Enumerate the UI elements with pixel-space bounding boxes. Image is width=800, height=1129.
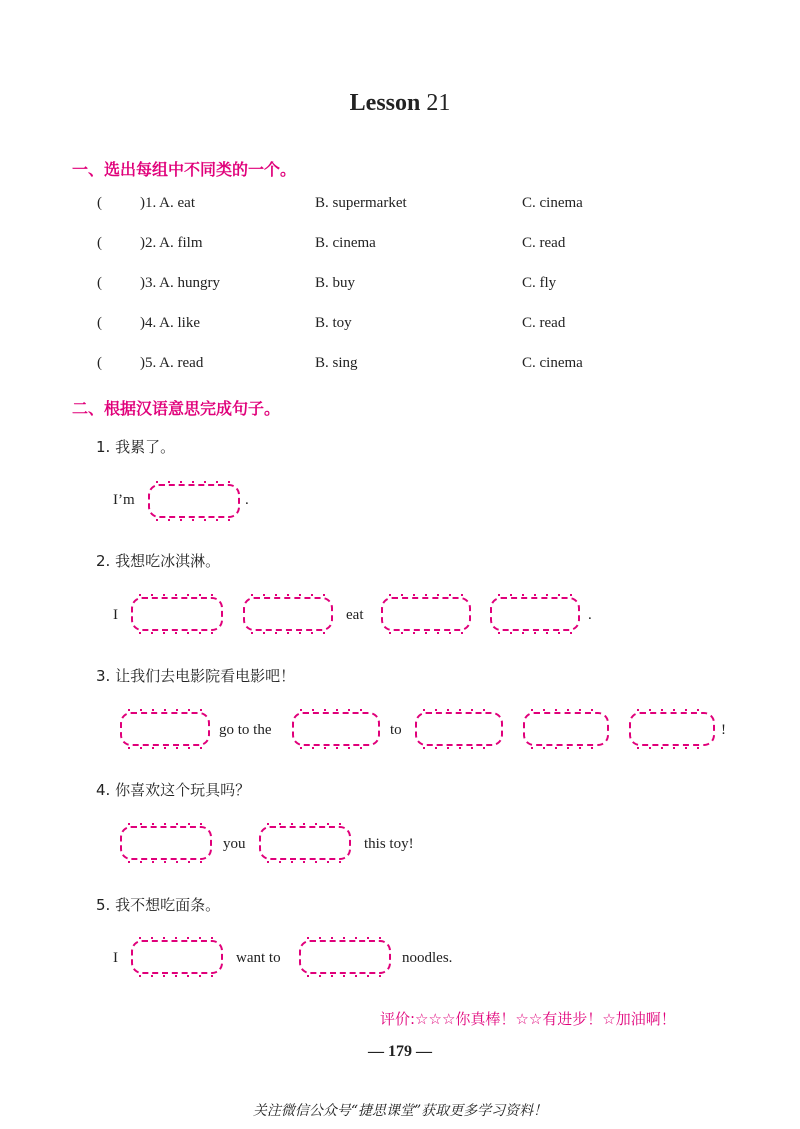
- answer-paren-right: ): [140, 195, 145, 211]
- section2-heading: 二、根据汉语意思完成句子。: [72, 399, 281, 418]
- q5-word-2: want to: [236, 950, 281, 966]
- option-b: B. buy: [315, 275, 356, 291]
- q3-word-1: go to the: [219, 722, 272, 738]
- option-c: C. cinema: [522, 195, 583, 211]
- q1-answer-box-1[interactable]: [148, 484, 240, 518]
- question-5-prompt: 5. 我不想吃面条。: [96, 896, 221, 914]
- q2-word-2: eat: [346, 607, 364, 623]
- q4-answer-box-2[interactable]: [259, 826, 351, 860]
- q2-answer-box-2[interactable]: [243, 597, 333, 631]
- question-3-prompt: 3. 让我们去电影院看电影吧！: [96, 667, 296, 685]
- question-2-prompt: 2. 我想吃冰淇淋。: [96, 552, 221, 570]
- option-a: 5. A. read: [145, 355, 204, 371]
- q3-answer-box-2[interactable]: [292, 712, 380, 746]
- q3-exclamation: !: [721, 722, 726, 738]
- answer-paren-right: ): [140, 235, 145, 251]
- footer-note: 关注微信公众号“捷思课堂”获取更多学习资料！: [252, 1103, 548, 1119]
- q4-word-1: you: [223, 836, 246, 852]
- q4-answer-box-1[interactable]: [120, 826, 212, 860]
- section1-heading: 一、选出每组中不同类的一个。: [72, 160, 297, 179]
- option-b: B. toy: [315, 315, 352, 331]
- q5-word-3: noodles.: [402, 950, 453, 966]
- answer-paren-left: (: [97, 195, 102, 211]
- q2-answer-box-1[interactable]: [131, 597, 223, 631]
- q3-answer-box-5[interactable]: [629, 712, 715, 746]
- q1-period: .: [245, 492, 249, 508]
- q2-word-1: I: [113, 607, 118, 623]
- answer-paren-right: ): [140, 355, 145, 371]
- option-b: B. cinema: [315, 235, 376, 251]
- title-number: 21: [426, 90, 451, 116]
- q2-answer-box-3[interactable]: [381, 597, 471, 631]
- page-title: [0, 90, 800, 117]
- q5-answer-box-1[interactable]: [131, 940, 223, 974]
- answer-paren-left: (: [97, 355, 102, 371]
- option-a: 4. A. like: [145, 315, 200, 331]
- option-a: 2. A. film: [145, 235, 203, 251]
- answer-paren-left: (: [97, 275, 102, 291]
- option-b: B. sing: [315, 355, 358, 371]
- option-c: C. read: [522, 235, 566, 251]
- q3-word-2: to: [390, 722, 402, 738]
- title-word: Lesson: [349, 90, 421, 116]
- option-c: C. read: [522, 315, 566, 331]
- option-b: B. supermarket: [315, 195, 407, 211]
- q5-word-1: I: [113, 950, 118, 966]
- answer-paren-left: (: [97, 235, 102, 251]
- q5-answer-box-2[interactable]: [299, 940, 391, 974]
- q2-period: .: [588, 607, 592, 623]
- q3-answer-box-1[interactable]: [120, 712, 210, 746]
- question-4-prompt: 4. 你喜欢这个玩具吗？: [96, 781, 251, 799]
- option-a: 1. A. eat: [145, 195, 195, 211]
- option-a: 3. A. hungry: [145, 275, 220, 291]
- question-1-prompt: 1. 我累了。: [96, 438, 176, 456]
- page-number: — 179 —: [368, 1043, 432, 1060]
- q1-word: I’m: [113, 492, 135, 508]
- option-c: C. cinema: [522, 355, 583, 371]
- q4-word-2: this toy!: [364, 836, 414, 852]
- evaluation-line: 评价:☆☆☆你真棒！☆☆有进步！☆加油啊！: [380, 1010, 676, 1028]
- q2-answer-box-4[interactable]: [490, 597, 580, 631]
- answer-paren-left: (: [97, 315, 102, 331]
- answer-paren-right: ): [140, 275, 145, 291]
- option-c: C. fly: [522, 275, 557, 291]
- q3-answer-box-4[interactable]: [523, 712, 609, 746]
- answer-paren-right: ): [140, 315, 145, 331]
- q3-answer-box-3[interactable]: [415, 712, 503, 746]
